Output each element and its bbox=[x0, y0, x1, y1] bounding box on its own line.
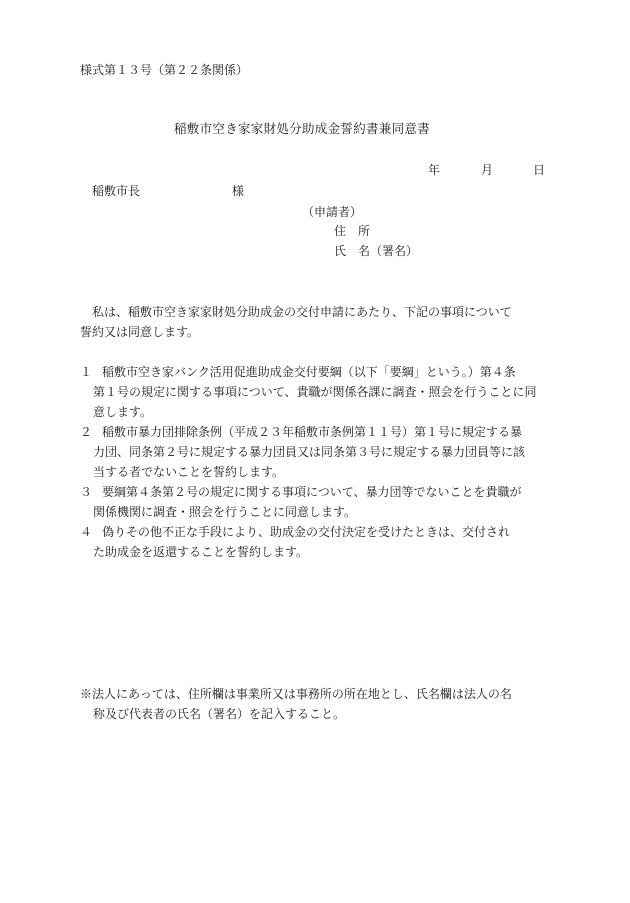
form-number: 様式第１３号（第２２条関係） bbox=[80, 63, 249, 77]
item-line: 力団、同条第２号に規定する暴力団員又は同条第３号に規定する暴力団員等に該 bbox=[93, 445, 526, 459]
addressee-name: 稲敷市長 bbox=[92, 184, 141, 198]
item-line: 偽りその他不正な手段により、助成金の交付決定を受けたときは、交付され bbox=[102, 525, 511, 539]
date-day: 日 bbox=[533, 163, 546, 177]
item-line: 稲敷市空き家バンク活用促進助成金交付要綱（以下「要綱」という。）第４条 bbox=[102, 365, 516, 379]
addressee-row bbox=[0, 185, 630, 199]
date-row bbox=[0, 164, 630, 178]
item-number: ２ bbox=[80, 425, 93, 439]
item-line: 稲敷市暴力団排除条例（平成２３年稲敷市条例第１１号）第１号に規定する暴 bbox=[102, 425, 523, 439]
item-line: 当する者でないことを誓約します。 bbox=[93, 465, 285, 479]
applicant-label: （申請者） bbox=[302, 205, 363, 219]
item-line: 関係機関に調査・照会を行うことに同意します。 bbox=[93, 505, 357, 519]
item-number: ４ bbox=[80, 525, 93, 539]
item-line: 要綱第４条第２号の規定に関する事項について、暴力団等でないことを貴職が bbox=[102, 485, 522, 499]
item-line: た助成金を返還することを誓約します。 bbox=[93, 545, 309, 559]
note-line: ※法人にあっては、住所欄は事業所又は事務所の所在地とし、氏名欄は法人の名 bbox=[80, 687, 512, 701]
intro-line: 誓約又は同意します。 bbox=[80, 325, 200, 339]
list-item bbox=[80, 482, 550, 522]
note-line: 称及び代表者の氏名（署名）を記入すること。 bbox=[93, 707, 346, 721]
list-item bbox=[80, 522, 550, 562]
intro-line: 私は、稲敷市空き家家財処分助成金の交付申請にあたり、下記の事項について bbox=[80, 305, 512, 319]
list-item bbox=[80, 422, 550, 482]
name-label: 氏 名（署名） bbox=[334, 244, 419, 258]
item-number: ３ bbox=[80, 485, 93, 499]
date-month: 月 bbox=[481, 163, 494, 177]
addressee-honorific: 様 bbox=[232, 184, 245, 198]
item-line: 意します。 bbox=[93, 405, 153, 419]
intro-paragraph bbox=[80, 302, 546, 342]
footnote bbox=[80, 684, 550, 724]
document-title: 稲敷市空き家家財処分助成金誓約書兼同意書 bbox=[174, 121, 431, 136]
item-line: 第１号の規定に関する事項について、貴職が関係各課に調査・照会を行うことに同 bbox=[93, 385, 537, 399]
list-item bbox=[80, 362, 550, 422]
date-year: 年 bbox=[428, 163, 441, 177]
item-number: １ bbox=[80, 365, 93, 379]
address-label: 住 所 bbox=[334, 224, 371, 238]
item-list bbox=[80, 362, 550, 562]
